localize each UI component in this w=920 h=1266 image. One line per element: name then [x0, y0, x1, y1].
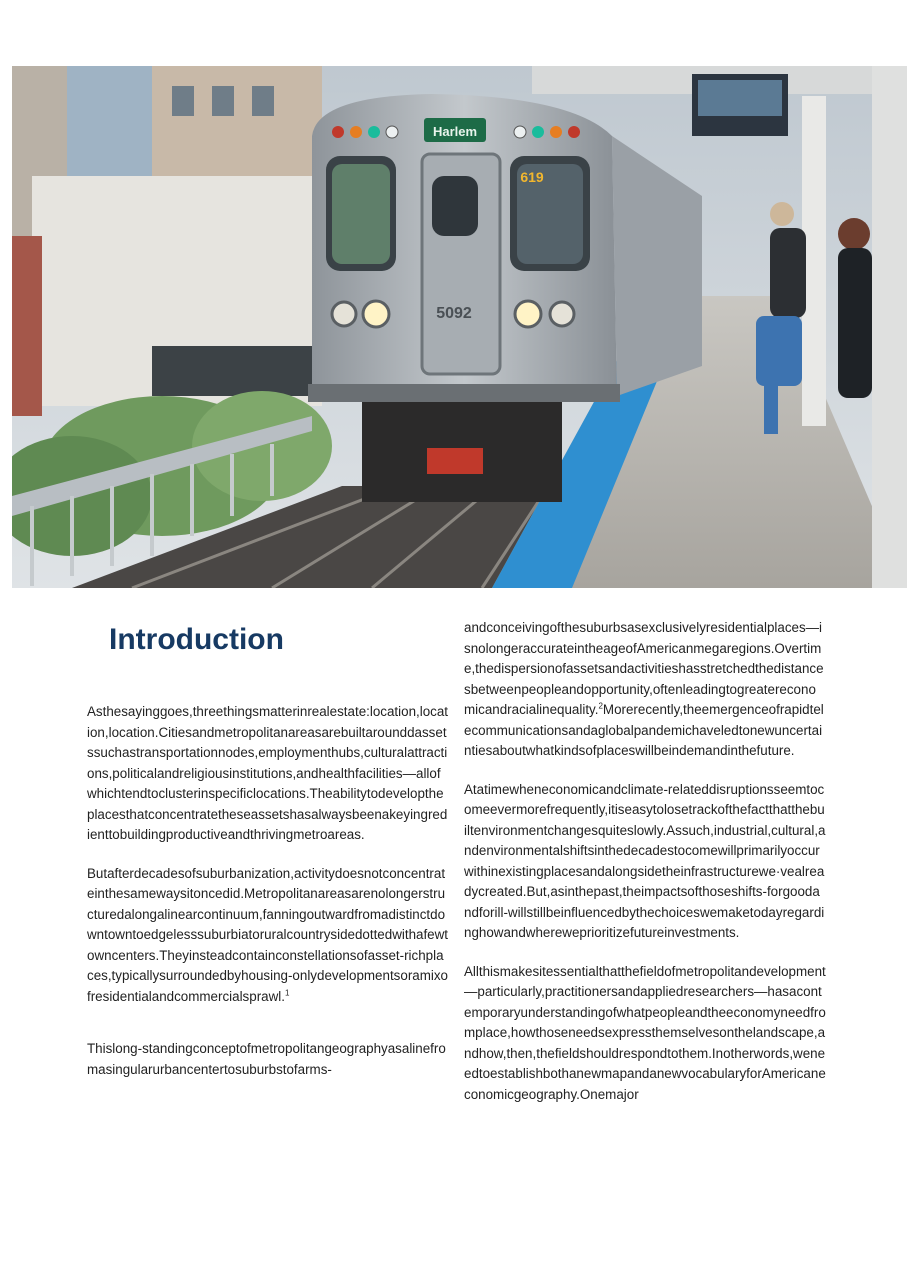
destination-sign: Harlem — [432, 124, 478, 139]
paragraph: Allthismakesitessentialthatthefieldofmetropolitandevelopment—particularly,practitionersandappliedresearchers—hasacontemporaryunderstandingofwhatpeopleandtheeconomyneedfromplace,howthoseneedsexpressthemselvesonthelandscape,andhow,then,thefieldshouldrespondtothem.Inotherwords,weneedtoestablishbothanewmapandanewvocabularyforAmericaneconomicgeography.Onemajor — [464, 963, 826, 1102]
paragraph: Asthesayinggoes,threethingsmatterinrealestate:location,location,location.Citiesandmetropolitanareasarebuiltarounddassetssuchastransportationnodes,employmenthubs,culturalattractions,politicalandreligiousinstitutions,andhealthfacilities—allofwhichtendtoclusterinspecificlocations.Theabilitytodeveloptheplacesthatconcentratetheseassetshasalwaysbeenakeyingredienttobuildingproductiveandthrivingmetroareas. — [87, 704, 449, 842]
paragraph: andconceivingofthesuburbsasexclusivelyresidentialplaces—isnolongeraccurateintheageofAmericanmegaregions.Overtime,thedispersionofassetsandactivitieshasstretchedthedistancesbetweenpeopleandopportunity,oftenleadingtogreatereconomicandracialinequality.$^2$Morerecently,theemergenceofrapidtelecommunicationsandaglobalpandemichaveledtonewuncertaintiesaboutwhatkindsofplaceswillbeindemandinthefuture. — [464, 620, 824, 758]
paragraph: Thislong-standingconceptofmetropolitangeographyasalinefromasingularurbancentertosuburbstofarms- — [87, 1041, 446, 1077]
train-photo — [12, 66, 907, 588]
footnote-ref: 2 — [598, 701, 603, 711]
run-number: 619 — [520, 169, 544, 185]
car-number: 5092 — [436, 305, 472, 322]
section-heading: Introduction — [109, 623, 284, 656]
paragraph: Atatimewheneconomicandclimate-relateddisruptionsseemtocomeevermorefrequently,itiseasytolosetrackofthefactthatthebuiltenvironmentchangesquiteslowly.Assuch,industrial,cultural,andenvironmentalshiftsinthedecadestocomewillprimarilyoccurwithinexistingplacesandalongsidetheinfrastructurewe·vealreadycreated.But,asinthepast,theimpactsofthoseshifts-forgoodandforill-willstillbeinfluencedbythechoiceswemaketodayregardinghowandwhereweprioritizefutureinvestments. — [464, 781, 826, 940]
elevated-train-illustration — [12, 66, 907, 588]
footnote-ref: 1 — [284, 988, 290, 998]
right-column — [464, 618, 826, 1123]
paragraph: Butafterdecadesofsuburbanization,activitydoesnotconcentrateinthesamewaysitoncedid.Metropolitanareasarenolongerstructuredalongalinearcontinuum,fanningoutwardfromadistinctdowntowntoedgelesssuburbiatoruralcountrysidedottedwithafewtowncenters.Theyinsteadcontainconstellationsofasset-richplaces,typicallysurroundedbyhousing-onlydevelopmentsoramixofresidentialandcommercialsprawl.$^1$ — [87, 865, 449, 1004]
left-column — [87, 618, 449, 1098]
